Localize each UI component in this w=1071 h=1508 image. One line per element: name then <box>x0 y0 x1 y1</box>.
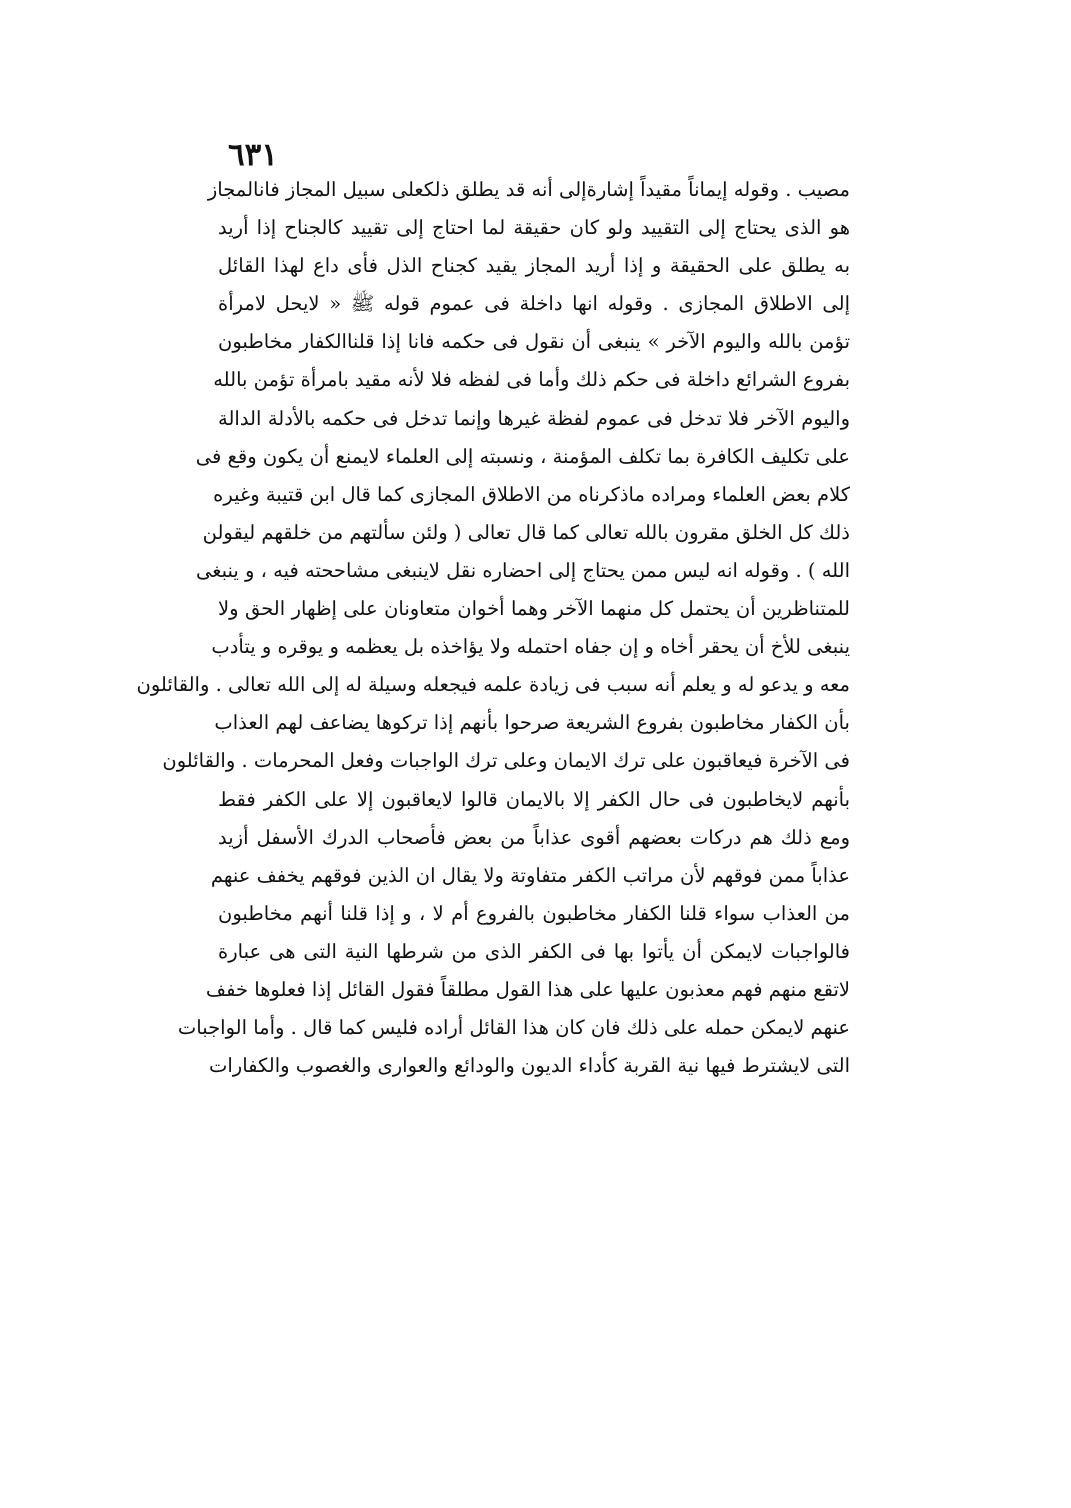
arabic-text-block <box>136 171 850 1085</box>
text-line: التى لايشترط فيها نية القربة كأداء الديون والودائع والعوارى والغصوب والكفارات <box>209 1054 850 1078</box>
text-line: فالواجبات لايمكن أن يأتوا بها فى الكفر الذى من شرطها النية التى هى عبارة <box>218 939 850 963</box>
page-number: ٦٣١ <box>228 137 278 173</box>
text-line: لاتقع منهم فهم معذبون عليها على هذا القول مطلقاً فقول القائل إذا فعلوها خفف <box>205 977 850 1001</box>
text-line: كلام بعض العلماء ومراده ماذكرناه من الاطلاق المجازى كما قال ابن قتيبة وغيره <box>213 482 850 506</box>
text-line: بأنهم لايخاطبون فى حال الكفر إلا بالايمان قالوا لايعاقبون إلا على الكفر فقط <box>218 787 850 811</box>
text-line: هو الذى يحتاج إلى التقييد ولو كان حقيقة لما احتاج إلى تقييد كالجناح إذا أريد <box>218 216 850 240</box>
text-line: الله ) . وقوله انه ليس ممن يحتاج إلى احضاره نقل لاينبغى مشاححته فيه ، و ينبغى <box>195 558 850 582</box>
text-line: ينبغى للأخ أن يحقر أخاه و إن جفاه احتمله ولا يؤاخذه بل يعظمه و يوقره و يتأدب <box>211 635 850 659</box>
text-line: ذلك كل الخلق مقرون بالله تعالى كما قال تعالى ( ولئن سألتهم من خلقهم ليقولن <box>202 520 850 544</box>
text-line: من العذاب سواء قلنا الكفار مخاطبون بالفروع أم لا ، و إذا قلنا أنهم مخاطبون <box>218 901 850 925</box>
text-line: للمتناظرين أن يحتمل كل منهما الآخر وهما أخوان متعاونان على إظهار الحق ولا <box>218 597 850 621</box>
text-line: بفروع الشرائع داخلة فى حكم ذلك وأما فى لفظه فلا لأنه مقيد بامرأة تؤمن بالله <box>213 368 850 392</box>
text-line: إلى الاطلاق المجازى . وقوله انها داخلة فى عموم قوله ﷺ « لايحل لامرأة <box>218 292 850 316</box>
text-line: ومع ذلك هم دركات بعضهم أقوى عذاباً من بعض فأصحاب الدرك الأسفل أزيد <box>218 825 850 849</box>
text-line: مصيب . وقوله إيماناً مقيداً إشارةإلى أنه قد يطلق ذلكعلى سبيل المجاز فانالمجاز <box>207 178 850 201</box>
text-line: على تكليف الكافرة بما تكلف المؤمنة ، ونسبته إلى العلماء لايمنع أن يكون وقع فى <box>195 444 850 468</box>
text-line: معه و يدعو له و يعلم أنه سبب فى زيادة علمه فيجعله وسيلة له إلى الله تعالى . والقائلون <box>136 673 850 697</box>
text-line: عذاباً ممن فوقهم لأن مراتب الكفر متفاوتة ولا يقال ان الذين فوقهم يخفف عنهم <box>210 863 850 887</box>
text-line: تؤمن بالله واليوم الآخر » ينبغى أن نقول فى حكمه فانا إذا قلناالكفار مخاطبون <box>218 330 850 354</box>
text-line: فى الآخرة فيعاقبون على ترك الايمان وعلى ترك الواجبات وفعل المحرمات . والقائلون <box>162 749 850 773</box>
text-line: به يطلق على الحقيقة و إذا أريد المجاز يقيد كجناح الذل فأى داع لهذا القائل <box>218 254 850 278</box>
text-line: عنهم لايمكن حمله على ذلك فان كان هذا القائل أراده فليس كما قال . وأما الواجبات <box>177 1016 850 1040</box>
text-line: واليوم الآخر فلا تدخل فى عموم لفظة غيرها وإنما تدخل فى حكمه بالأدلة الدالة <box>218 406 850 430</box>
text-line: بأن الكفار مخاطبون بفروع الشريعة صرحوا بأنهم إذا تركوها يضاعف لهم العذاب <box>214 711 850 735</box>
